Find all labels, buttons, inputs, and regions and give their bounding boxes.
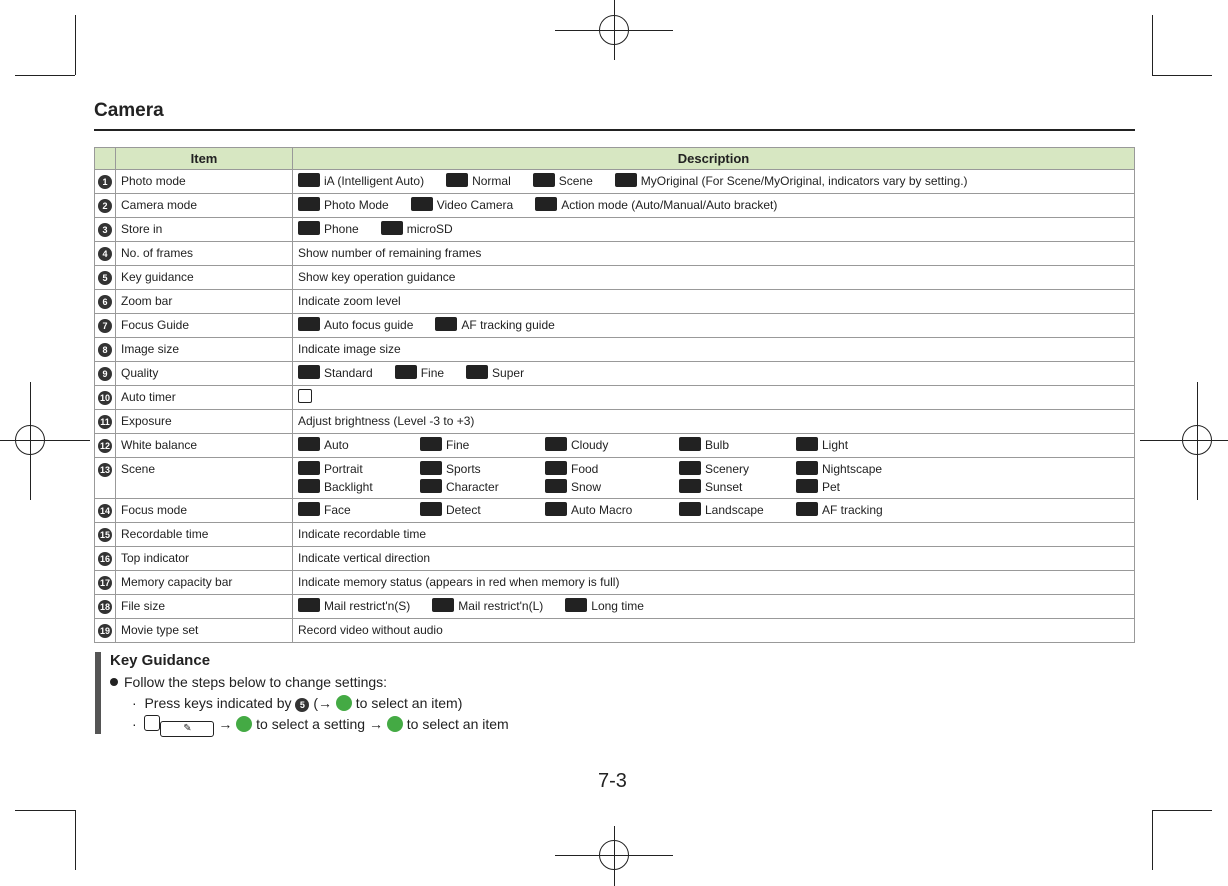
description-text: Standard — [324, 366, 373, 380]
description-text: Record video without audio — [298, 623, 443, 637]
table-row — [95, 571, 1135, 595]
description-line — [298, 172, 1129, 190]
description-cell — [293, 362, 1135, 386]
description-entry — [545, 501, 657, 519]
table-row — [95, 523, 1135, 547]
description-cell — [293, 194, 1135, 218]
item-cell: Exposure — [116, 410, 293, 434]
description-entry — [298, 364, 373, 382]
description-entry — [298, 525, 426, 543]
table-row — [95, 266, 1135, 290]
header-description: Description — [293, 148, 1135, 170]
crop-mark — [75, 810, 76, 870]
registration-mark — [1182, 425, 1212, 455]
description-cell — [293, 523, 1135, 547]
item-cell: Photo mode — [116, 170, 293, 194]
description-line — [298, 597, 1129, 615]
description-entry — [545, 436, 657, 454]
indicator-icon — [545, 502, 567, 516]
table-row — [95, 218, 1135, 242]
row-number-cell — [95, 266, 116, 290]
row-number-cell — [95, 194, 116, 218]
page-number: 7-3 — [598, 770, 627, 792]
description-text: Super — [492, 366, 525, 380]
table-row — [95, 242, 1135, 266]
description-text: Fine — [446, 438, 470, 452]
title-rule — [94, 129, 1135, 131]
indicator-icon — [446, 173, 468, 187]
description-text: AF tracking guide — [461, 318, 555, 332]
description-entry — [298, 573, 619, 591]
description-text: Scene — [558, 174, 593, 188]
row-number: 18 — [99, 602, 110, 612]
description-text: Pet — [822, 480, 841, 494]
crop-mark — [1152, 810, 1153, 870]
row-number-cell — [95, 170, 116, 194]
table-row — [95, 338, 1135, 362]
registration-mark — [599, 840, 629, 870]
indicator-icon — [420, 502, 442, 516]
description-text: Show key operation guidance — [298, 270, 456, 284]
row-number: 3 — [98, 223, 112, 237]
item-cell: Memory capacity bar — [116, 571, 293, 595]
row-number-cell — [95, 458, 116, 499]
description-entry — [298, 549, 430, 567]
item-cell: Image size — [116, 338, 293, 362]
description-line — [298, 268, 1129, 286]
description-entry — [298, 196, 389, 214]
description-entry — [435, 316, 554, 334]
row-number: 6 — [98, 295, 112, 309]
header-num — [95, 148, 116, 170]
description-entry — [420, 501, 523, 519]
description-entry — [446, 172, 511, 190]
description-text: Food — [571, 462, 599, 476]
row-number-cell — [95, 619, 116, 643]
description-text: Indicate zoom level — [298, 294, 401, 308]
table-row — [95, 386, 1135, 410]
description-text: Mail restrict'n(S) — [324, 599, 411, 613]
description-cell — [293, 290, 1135, 314]
description-entry — [796, 478, 891, 496]
indicator-icon — [298, 365, 320, 379]
crop-mark — [15, 810, 75, 811]
key-guidance-line2: · ✎ → to select a setting → to select an item — [110, 714, 810, 737]
description-entry — [615, 172, 968, 190]
row-number-cell — [95, 410, 116, 434]
crop-mark — [1152, 75, 1212, 76]
indicator-icon — [395, 365, 417, 379]
description-text: Cloudy — [571, 438, 609, 452]
description-line — [298, 364, 1129, 382]
indicator-icon — [679, 437, 701, 451]
item-cell: Focus mode — [116, 499, 293, 523]
item-cell: Zoom bar — [116, 290, 293, 314]
table-row — [95, 595, 1135, 619]
description-entry — [395, 364, 444, 382]
row-number-cell — [95, 338, 116, 362]
indicator-icon — [545, 437, 567, 451]
table-row — [95, 314, 1135, 338]
description-entry — [298, 460, 398, 478]
item-cell: File size — [116, 595, 293, 619]
table-row — [95, 362, 1135, 386]
page-title: Camera — [94, 100, 164, 121]
description-text: Normal — [472, 174, 511, 188]
description-line — [298, 244, 1129, 262]
row-number-cell — [95, 571, 116, 595]
item-cell: White balance — [116, 434, 293, 458]
description-text: iA (Intelligent Auto) — [324, 174, 425, 188]
description-cell — [293, 619, 1135, 643]
row-number-cell — [95, 434, 116, 458]
row-number: 2 — [98, 199, 112, 213]
description-entry — [565, 597, 644, 615]
description-entry — [535, 196, 777, 214]
description-text: Detect — [446, 503, 481, 517]
description-text: Action mode (Auto/Manual/Auto bracket) — [561, 198, 778, 212]
indicator-icon — [565, 598, 587, 612]
indicator-icon — [796, 437, 818, 451]
row-number-cell — [95, 218, 116, 242]
description-line — [298, 340, 1129, 358]
row-number: 14 — [99, 506, 110, 516]
camera-indicator-table — [94, 147, 1135, 643]
description-line — [298, 196, 1129, 214]
row-number: 13 — [99, 465, 110, 475]
indicator-icon — [679, 461, 701, 475]
description-entry — [381, 220, 453, 238]
indicator-icon — [298, 437, 320, 451]
description-cell — [293, 410, 1135, 434]
row-number: 4 — [98, 247, 112, 261]
description-text: Sunset — [705, 480, 743, 494]
row-number: 16 — [99, 554, 110, 564]
indicator-icon — [411, 197, 433, 211]
row-number: 15 — [99, 530, 110, 540]
row-number: 9 — [98, 367, 112, 381]
description-line — [298, 316, 1129, 334]
description-cell — [293, 595, 1135, 619]
table-row — [95, 290, 1135, 314]
row-number-cell — [95, 386, 116, 410]
indicator-icon — [679, 502, 701, 516]
description-text: Portrait — [324, 462, 363, 476]
description-cell — [293, 571, 1135, 595]
description-text: Auto focus guide — [324, 318, 414, 332]
row-number-cell — [95, 362, 116, 386]
description-entry — [420, 436, 523, 454]
item-cell: Scene — [116, 458, 293, 499]
description-cell — [293, 547, 1135, 571]
row-number: 1 — [98, 175, 112, 189]
description-entry — [679, 501, 774, 519]
indicator-icon — [466, 365, 488, 379]
navigation-key-icon — [387, 716, 403, 732]
description-cell — [293, 314, 1135, 338]
row-number: 19 — [99, 626, 110, 636]
description-line — [298, 412, 1129, 430]
description-cell — [293, 386, 1135, 410]
description-entry — [298, 478, 398, 496]
row-number: 17 — [99, 578, 110, 588]
row-number: 7 — [98, 319, 112, 333]
description-text: Phone — [324, 222, 359, 236]
navigation-key-icon — [336, 695, 352, 711]
table-header-row — [95, 148, 1135, 170]
description-entry — [679, 436, 774, 454]
description-entry — [298, 268, 455, 286]
description-text: Show number of remaining frames — [298, 246, 482, 260]
header-item: Item — [116, 148, 293, 170]
item-cell: Focus Guide — [116, 314, 293, 338]
description-entry — [432, 597, 543, 615]
description-text: Long time — [591, 599, 644, 613]
self-timer-icon — [298, 389, 312, 403]
description-entry — [298, 220, 359, 238]
table-row — [95, 458, 1135, 499]
table-row — [95, 499, 1135, 523]
description-entry — [545, 478, 657, 496]
description-entry — [796, 501, 891, 519]
indicator-icon — [298, 197, 320, 211]
indicator-icon — [298, 461, 320, 475]
description-text: Indicate vertical direction — [298, 551, 431, 565]
indicator-icon — [298, 317, 320, 331]
item-cell: Store in — [116, 218, 293, 242]
description-cell — [293, 218, 1135, 242]
indicator-icon — [535, 197, 557, 211]
description-text: Indicate memory status (appears in red when memory is full) — [298, 575, 620, 589]
item-cell: Camera mode — [116, 194, 293, 218]
description-text: Indicate image size — [298, 342, 401, 356]
description-text: MyOriginal (For Scene/MyOriginal, indicators vary by setting.) — [640, 174, 968, 188]
navigation-key-icon — [236, 716, 252, 732]
description-entry — [298, 172, 424, 190]
indicator-icon — [298, 502, 320, 516]
table-row — [95, 619, 1135, 643]
description-cell — [293, 434, 1135, 458]
description-cell — [293, 499, 1135, 523]
description-entry — [679, 460, 774, 478]
description-entry — [298, 340, 401, 358]
description-entry — [420, 460, 523, 478]
indicator-icon — [298, 479, 320, 493]
description-cell — [293, 242, 1135, 266]
key-guidance-bullet: Follow the steps below to change settings: — [110, 672, 810, 693]
crop-mark — [1152, 15, 1153, 75]
item-cell: Auto timer — [116, 386, 293, 410]
indicator-icon — [545, 461, 567, 475]
table-row — [95, 434, 1135, 458]
description-text: Fine — [420, 366, 445, 380]
row-number: 8 — [98, 343, 112, 357]
mail-key-icon — [144, 715, 160, 731]
description-cell — [293, 338, 1135, 362]
description-line — [298, 478, 1129, 496]
settings-softkey-icon: ✎ — [160, 721, 214, 737]
description-entry — [796, 460, 891, 478]
row-number: 10 — [99, 393, 110, 403]
description-entry — [298, 244, 481, 262]
indicator-icon — [381, 221, 403, 235]
description-line — [298, 501, 1129, 519]
item-cell: Key guidance — [116, 266, 293, 290]
description-entry — [411, 196, 514, 214]
description-cell — [293, 458, 1135, 499]
row-number-cell — [95, 547, 116, 571]
item-cell: Movie type set — [116, 619, 293, 643]
description-text: Sports — [446, 462, 481, 476]
indicator-icon — [679, 479, 701, 493]
item-cell: No. of frames — [116, 242, 293, 266]
description-cell — [293, 170, 1135, 194]
indicator-icon — [298, 221, 320, 235]
indicator-icon — [435, 317, 457, 331]
description-text: Snow — [571, 480, 602, 494]
indicator-icon — [298, 598, 320, 612]
description-text: Scenery — [705, 462, 750, 476]
registration-mark — [15, 425, 45, 455]
row-number-cell — [95, 314, 116, 338]
registration-mark — [599, 15, 629, 45]
description-entry — [679, 478, 774, 496]
indicator-icon — [420, 479, 442, 493]
indicator-icon — [796, 479, 818, 493]
description-entry — [533, 172, 593, 190]
description-entry — [298, 501, 398, 519]
indicator-icon — [796, 502, 818, 516]
description-entry — [298, 621, 443, 639]
row-number-cell — [95, 290, 116, 314]
description-text: Photo Mode — [324, 198, 389, 212]
description-entry — [796, 436, 891, 454]
description-text: AF tracking — [822, 503, 883, 517]
description-line — [298, 525, 1129, 543]
key-guidance-title: Key Guidance — [110, 652, 211, 669]
description-text: microSD — [406, 222, 453, 236]
description-cell — [293, 266, 1135, 290]
number-5-icon: 5 — [295, 698, 309, 712]
description-text: Indicate recordable time — [298, 527, 427, 541]
description-line — [298, 436, 1129, 454]
indicator-icon — [615, 173, 637, 187]
description-entry — [298, 597, 410, 615]
row-number: 12 — [99, 441, 110, 451]
description-text: Adjust brightness (Level -3 to +3) — [298, 414, 475, 428]
indicator-icon — [420, 437, 442, 451]
description-text: Auto Macro — [571, 503, 633, 517]
description-line — [298, 573, 1129, 591]
indicator-icon — [420, 461, 442, 475]
indicator-icon — [545, 479, 567, 493]
row-number-cell — [95, 499, 116, 523]
bullet-icon — [110, 678, 118, 686]
description-text: Auto — [324, 438, 349, 452]
description-text: Bulb — [705, 438, 730, 452]
indicator-icon — [298, 173, 320, 187]
description-line — [298, 292, 1129, 310]
key-guidance-box — [95, 652, 810, 734]
description-entry — [466, 364, 524, 382]
indicator-icon — [432, 598, 454, 612]
crop-mark — [1152, 810, 1212, 811]
item-cell: Recordable time — [116, 523, 293, 547]
row-number-cell — [95, 523, 116, 547]
description-line — [298, 549, 1129, 567]
description-line — [298, 220, 1129, 238]
item-cell: Top indicator — [116, 547, 293, 571]
description-text: Character — [446, 480, 499, 494]
crop-mark — [0, 440, 90, 441]
description-text: Video Camera — [436, 198, 514, 212]
description-line — [298, 460, 1129, 478]
crop-mark — [75, 15, 76, 75]
row-number: 5 — [98, 271, 112, 285]
crop-mark — [15, 75, 75, 76]
description-text: Landscape — [705, 503, 764, 517]
description-entry — [420, 478, 523, 496]
table-row — [95, 194, 1135, 218]
description-entry — [298, 412, 474, 430]
table-body — [95, 170, 1135, 643]
table-row — [95, 410, 1135, 434]
description-entry — [298, 292, 401, 310]
row-number-cell — [95, 242, 116, 266]
indicator-icon — [796, 461, 818, 475]
key-guidance-line1: · Press keys indicated by 5 (→ to select an item) — [132, 695, 463, 711]
row-number-cell — [95, 595, 116, 619]
description-entry — [298, 316, 413, 334]
table-row — [95, 547, 1135, 571]
description-entry — [298, 436, 398, 454]
table-row — [95, 170, 1135, 194]
description-text: Face — [324, 503, 351, 517]
description-text: Backlight — [324, 480, 373, 494]
row-number: 11 — [98, 415, 112, 429]
description-entry — [545, 460, 657, 478]
description-text: Mail restrict'n(L) — [458, 599, 544, 613]
description-line — [298, 621, 1129, 639]
item-cell: Quality — [116, 362, 293, 386]
description-text: Nightscape — [822, 462, 883, 476]
description-text: Light — [822, 438, 849, 452]
indicator-icon — [533, 173, 555, 187]
